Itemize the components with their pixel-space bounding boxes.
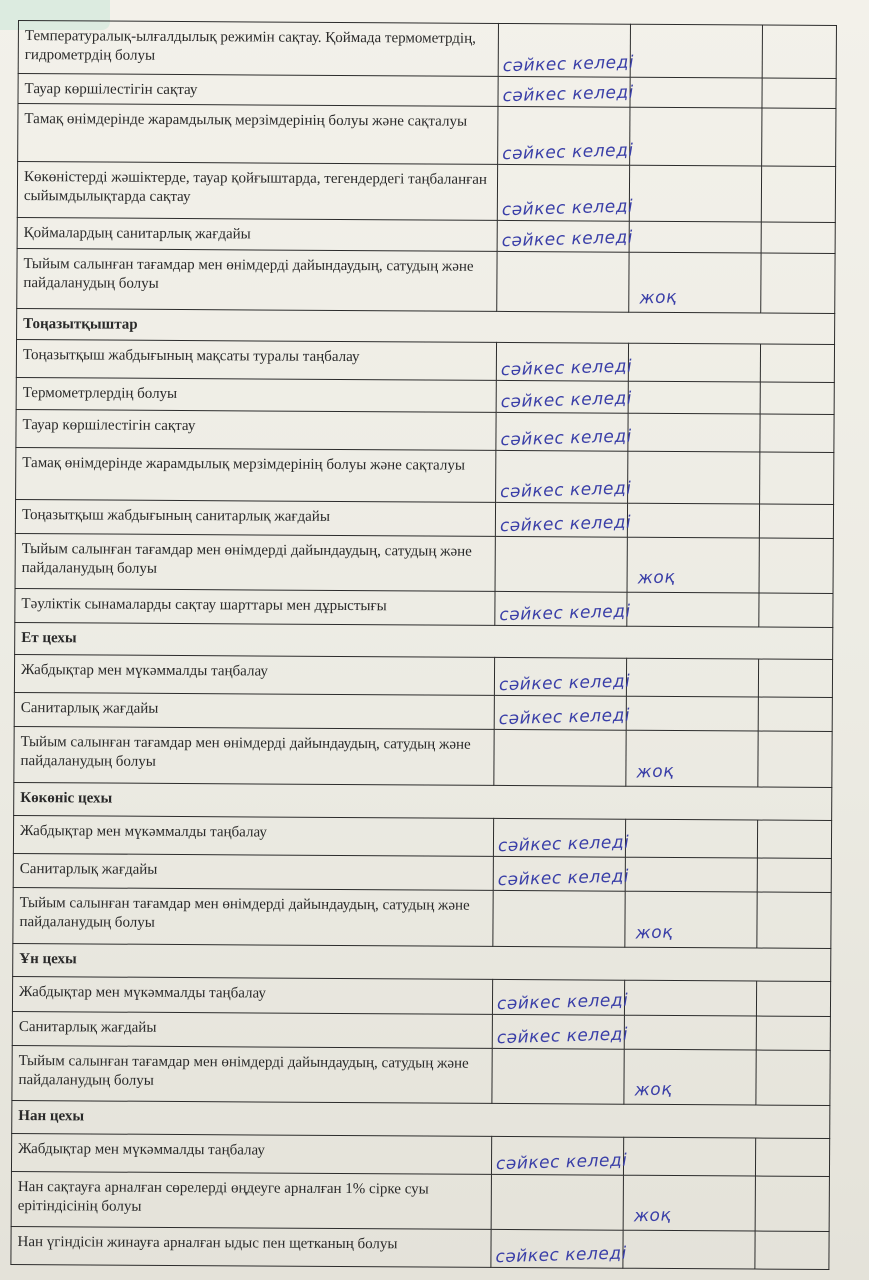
handwritten-absent: жоқ	[639, 287, 678, 309]
table-row	[18, 21, 836, 79]
table-row	[13, 815, 831, 858]
note-cell	[757, 892, 831, 948]
criterion-text: Нан сақтауға арналған сөрелерді өңдеуге арналған 1% сірке суы ерітіндісінің болуы	[11, 1171, 491, 1229]
note-cell	[758, 659, 832, 697]
checklist-body	[11, 21, 837, 1270]
handwritten-compliant: сәйкес келеді	[497, 832, 630, 857]
table-row	[15, 499, 833, 538]
table-row	[16, 339, 834, 382]
compliance-cell	[497, 164, 634, 221]
note-cell	[756, 1016, 830, 1050]
table-row	[16, 409, 834, 452]
compliance-cell	[495, 502, 632, 537]
absence-cell	[628, 343, 760, 382]
table-row	[16, 377, 834, 414]
criterion-text: Көкөністерді жәшіктерде, тауар қойғыштарда, тегендердегі таңбаланған сыйымдылықтарда сақтау	[17, 162, 497, 221]
table-row	[16, 447, 834, 504]
compliance-cell	[496, 450, 632, 503]
absence-cell	[624, 980, 756, 1016]
compliance-cell	[493, 856, 630, 891]
absence-cell	[624, 1049, 756, 1105]
note-cell	[755, 1176, 829, 1231]
handwritten-compliant: сәйкес келеді	[501, 227, 634, 252]
absence-cell	[629, 221, 761, 253]
criterion-text: Тыйым салынған тағамдар мен өнімдерді дайындаудың, сатудың және пайдаланудың болуы	[12, 1045, 492, 1103]
absence-cell	[626, 658, 758, 697]
absence-cell	[630, 24, 762, 78]
compliance-cell	[496, 412, 633, 451]
note-cell	[758, 697, 832, 731]
criterion-text: Тоңазытқыш жабдығының санитарлық жағдайы	[15, 499, 495, 536]
criterion-text: Тыйым салынған тағамдар мен өнімдерді дайындаудың, сатудың және пайдаланудың болуы	[14, 726, 494, 785]
criterion-text: Тауар көршілестігін сақтау	[16, 409, 496, 450]
note-cell	[762, 108, 836, 166]
absence-cell	[627, 503, 759, 538]
note-cell	[760, 382, 834, 414]
table-row	[11, 1226, 829, 1269]
handwritten-compliant: сәйкес келеді	[502, 52, 635, 77]
criterion-text: Жабдықтар мен мүкәммалды таңбалау	[14, 654, 494, 695]
compliance-cell	[495, 591, 632, 626]
criterion-text: Санитарлық жағдайы	[13, 853, 493, 890]
absence-cell	[626, 696, 758, 731]
criterion-text: Тыйым салынған тағамдар мен өнімдерді дайындаудың, сатудың және пайдаланудың болуы	[15, 533, 495, 591]
compliance-cell	[494, 695, 631, 730]
handwritten-compliant: сәйкес келеді	[495, 1243, 628, 1268]
section-heading: Нан цехы	[12, 1100, 830, 1138]
section-row	[12, 1100, 830, 1138]
note-cell	[757, 858, 831, 892]
checklist-table	[10, 20, 837, 1270]
criterion-text: Жабдықтар мен мүкәммалды таңбалау	[12, 976, 492, 1014]
criterion-text: Нан үгіндісін жинауға арналған ыдыс пен щетканың болуы	[11, 1226, 491, 1267]
compliance-cell	[495, 536, 627, 592]
compliance-cell	[496, 342, 633, 381]
table-row	[14, 726, 832, 787]
compliance-cell	[498, 106, 634, 165]
note-cell	[761, 222, 835, 253]
absence-cell	[627, 537, 759, 593]
handwritten-compliant: сәйкес келеді	[502, 82, 635, 107]
table-row	[13, 853, 831, 892]
handwritten-compliant: сәйкес келеді	[500, 388, 633, 413]
compliance-cell	[492, 1048, 624, 1104]
section-heading: Ет цехы	[15, 622, 833, 659]
table-row	[12, 1011, 830, 1050]
table-row	[15, 588, 833, 627]
table-row	[17, 248, 835, 313]
note-cell	[761, 166, 835, 222]
absence-cell	[625, 857, 757, 892]
handwritten-compliant: сәйкес келеді	[499, 601, 632, 626]
absence-cell	[628, 413, 760, 452]
absence-cell	[623, 1137, 755, 1176]
table-row	[12, 976, 830, 1016]
table-row	[11, 1133, 829, 1176]
absence-cell	[623, 1175, 755, 1231]
table-row	[18, 74, 836, 109]
handwritten-compliant: сәйкес келеді	[498, 705, 631, 730]
note-cell	[761, 253, 835, 313]
note-cell	[759, 504, 833, 538]
handwritten-compliant: сәйкес келеді	[496, 990, 629, 1015]
compliance-cell	[492, 979, 629, 1015]
note-cell	[760, 344, 834, 382]
criterion-text: Тыйым салынған тағамдар мен өнімдерді дайындаудың, сатудың және пайдаланудың болуы	[17, 248, 497, 311]
compliance-cell	[492, 1014, 629, 1049]
absence-cell	[630, 107, 762, 166]
compliance-cell	[497, 220, 634, 252]
note-cell	[759, 538, 833, 593]
absence-cell	[626, 730, 758, 787]
compliance-cell	[491, 1174, 623, 1230]
absence-cell	[628, 381, 760, 414]
criterion-text: Тыйым салынған тағамдар мен өнімдерді дайындаудың, сатудың және пайдаланудың болуы	[13, 887, 493, 946]
table-row	[14, 654, 832, 697]
compliance-cell	[491, 1229, 628, 1268]
note-cell	[760, 452, 834, 504]
note-cell	[762, 25, 836, 78]
criterion-text: Тамақ өнімдерінде жарамдылық мерзімдерінің болуы және сақталуы	[16, 447, 496, 502]
table-row	[14, 692, 832, 731]
criterion-text: Тауар көршілестігін сақтау	[18, 74, 498, 107]
criterion-text: Қоймалардың санитарлық жағдайы	[17, 217, 497, 251]
compliance-cell	[498, 76, 635, 107]
compliance-cell	[493, 890, 625, 947]
note-cell	[755, 1231, 829, 1269]
note-cell	[758, 731, 832, 787]
criterion-text: Тамақ өнімдерінде жарамдылық мерзімдерінің болуы және сақталуы	[18, 104, 498, 165]
absence-cell	[630, 77, 762, 108]
compliance-cell	[494, 657, 631, 696]
absence-cell	[629, 165, 761, 222]
absence-cell	[625, 891, 757, 948]
absence-cell	[624, 1015, 756, 1050]
criterion-text: Тоңазытқыш жабдығының мақсаты туралы таңбалау	[16, 339, 496, 380]
criterion-text: Санитарлық жағдайы	[12, 1011, 492, 1048]
compliance-cell	[498, 23, 635, 77]
absence-cell	[629, 252, 761, 313]
handwritten-compliant: сәйкес келеді	[501, 196, 634, 221]
note-cell	[762, 78, 836, 108]
absence-cell	[628, 451, 760, 504]
section-heading: Ұн цехы	[13, 943, 831, 981]
note-cell	[760, 414, 834, 452]
handwritten-absent: жоқ	[637, 567, 676, 589]
section-row	[13, 943, 831, 981]
handwritten-compliant: сәйкес келеді	[500, 426, 633, 451]
table-row	[17, 217, 835, 253]
table-row	[11, 1171, 829, 1231]
absence-cell	[623, 1230, 755, 1269]
compliance-cell	[496, 380, 633, 413]
handwritten-compliant: сәйкес келеді	[499, 478, 632, 503]
section-row	[15, 622, 833, 659]
note-cell	[756, 1050, 830, 1105]
criterion-text: Жабдықтар мен мүкәммалды таңбалау	[11, 1133, 491, 1174]
table-row	[17, 162, 835, 223]
handwritten-compliant: сәйкес келеді	[495, 1150, 628, 1175]
criterion-text: Санитарлық жағдайы	[14, 692, 494, 729]
absence-cell	[625, 819, 757, 858]
handwritten-compliant: сәйкес келеді	[497, 866, 630, 891]
note-cell	[759, 593, 833, 627]
compliance-cell	[491, 1136, 628, 1175]
table-row	[15, 533, 833, 593]
criterion-text: Жабдықтар мен мүкәммалды таңбалау	[13, 815, 493, 856]
section-heading: Тоңазытқыштар	[17, 308, 835, 344]
table-row	[18, 104, 836, 167]
compliance-cell	[493, 818, 630, 857]
criterion-text: Тәуліктік сынамаларды сақтау шарттары мен дұрыстығы	[15, 588, 495, 625]
section-row	[14, 782, 832, 820]
handwritten-absent: жоқ	[633, 1205, 672, 1227]
handwritten-compliant: сәйкес келеді	[499, 512, 632, 537]
handwritten-absent: жоқ	[636, 761, 675, 783]
section-heading: Көкөніс цехы	[14, 782, 832, 820]
absence-cell	[627, 592, 759, 627]
section-row	[17, 308, 835, 344]
note-cell	[757, 820, 831, 858]
table-row	[13, 887, 831, 948]
handwritten-compliant: сәйкес келеді	[501, 140, 634, 165]
handwritten-absent: жоқ	[635, 922, 674, 944]
criterion-text: Температуралық-ылғалдылық режимін сақтау. Қоймада термометрдің, гидрометрдің болуы	[18, 21, 498, 77]
note-cell	[755, 1138, 829, 1176]
handwritten-absent: жоқ	[634, 1079, 673, 1101]
compliance-cell	[494, 729, 626, 786]
criterion-text: Термометрлердің болуы	[16, 377, 496, 412]
handwritten-compliant: сәйкес келеді	[498, 671, 631, 696]
handwritten-compliant: сәйкес келеді	[496, 1024, 629, 1049]
handwritten-compliant: сәйкес келеді	[500, 356, 633, 381]
compliance-cell	[497, 251, 629, 312]
note-cell	[756, 981, 830, 1016]
table-row	[12, 1045, 830, 1105]
